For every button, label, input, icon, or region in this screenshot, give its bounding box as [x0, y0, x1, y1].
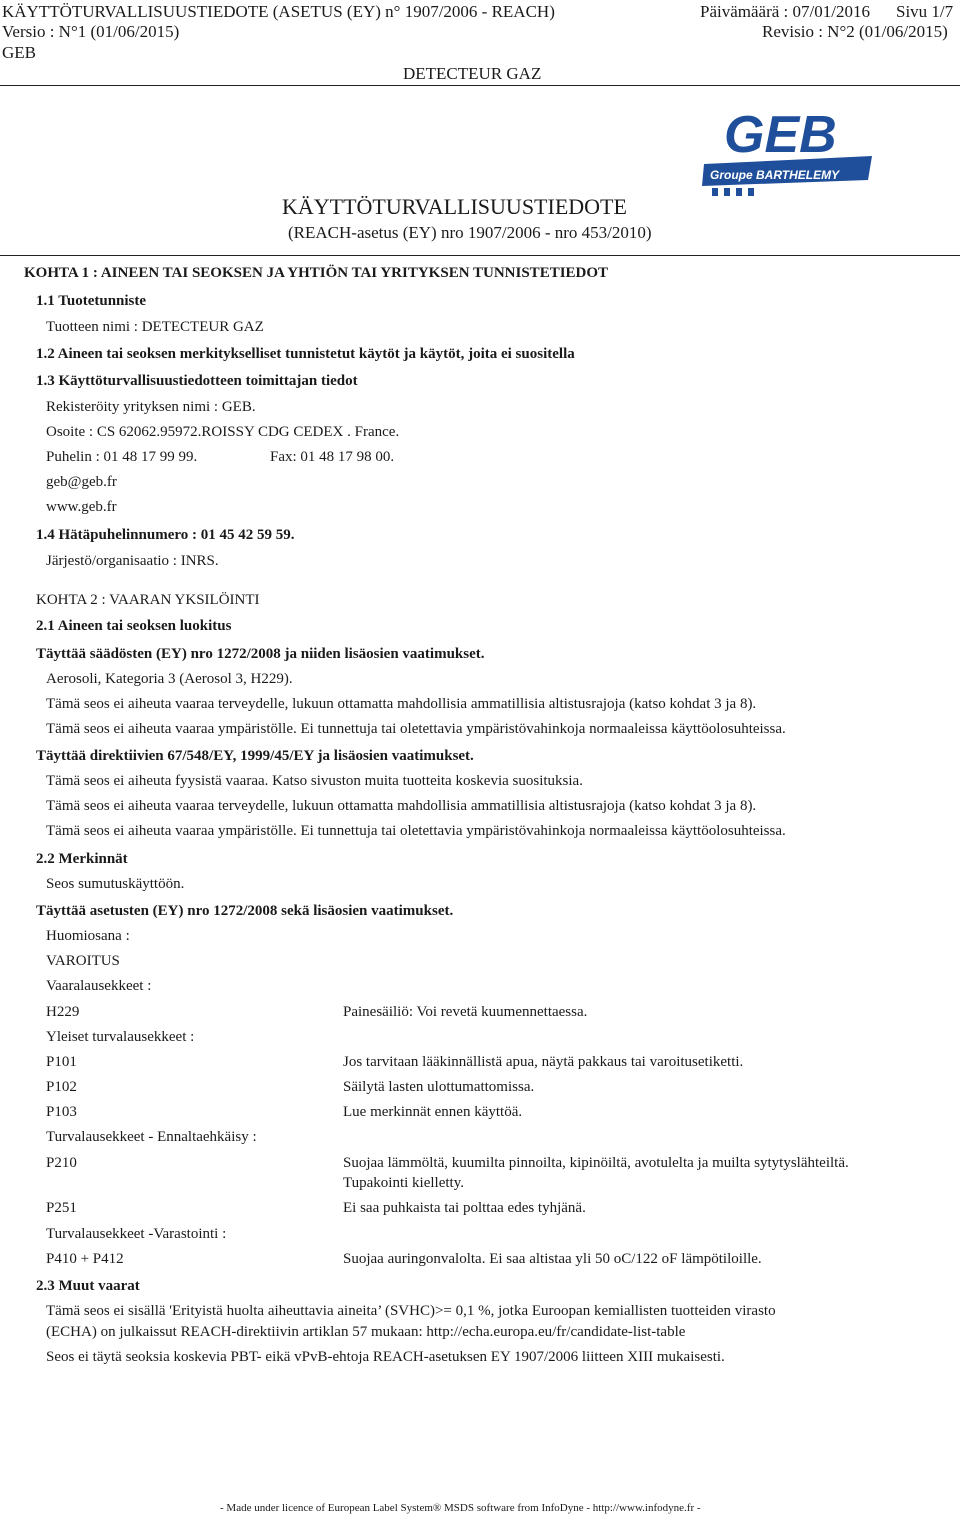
p101-text: Jos tarvitaan lääkinnällistä apua, näytä pakkaus tai varoitusetiketti.	[343, 1054, 744, 1070]
geb-logo-graphic	[702, 86, 874, 198]
s22-title: 2.2 Merkinnät	[36, 851, 128, 867]
company-address: Osoite : CS 62062.95972.ROISSY CDG CEDEX . France.	[46, 424, 400, 440]
company-fax: Fax: 01 48 17 98 00.	[270, 449, 395, 465]
env-statement-2: Tämä seos ei aiheuta vaaraa ympäristölle. Ei tunnettuja tai oletettavia ympäristövahinkoja normaaleissa käyttöolosuhteissa.	[46, 823, 786, 839]
p410-text: Suojaa auringonvalolta. Ei saa altistaa yli 50 oC/122 oF lämpötiloille.	[343, 1251, 762, 1267]
page-number: Sivu 1/7	[896, 2, 954, 21]
company-name: Rekisteröity yrityksen nimi : GEB.	[46, 399, 256, 415]
geb-logo	[702, 86, 874, 198]
section1-heading: KOHTA 1 : AINEEN TAI SEOKSEN JA YHTIÖN TAI YRITYKSEN TUNNISTETIEDOT	[24, 265, 609, 281]
p410-code: P410 + P412	[46, 1251, 124, 1267]
s14-emergency: 1.4 Hätäpuhelinnumero : 01 45 42 59 59.	[36, 527, 295, 543]
product-name-header: DETECTEUR GAZ	[403, 64, 542, 83]
doc-version: Versio : N°1 (01/06/2015)	[2, 22, 180, 41]
health-statement-1: Tämä seos ei aiheuta vaaraa terveydelle, lukuun ottamatta mahdollisia ammatillisia altistusrajoja (katso kohdat 3 ja 8).	[46, 696, 757, 712]
general-precautions-label: Yleiset turvalausekkeet :	[46, 1029, 195, 1045]
s23-title: 2.3 Muut vaarat	[36, 1278, 140, 1294]
title-rule	[0, 255, 960, 256]
s11-title: 1.1 Tuotetunniste	[36, 293, 147, 309]
doc-company: GEB	[2, 43, 36, 62]
prevention-label: Turvalausekkeet - Ennaltaehkäisy :	[46, 1129, 257, 1145]
emergency-org: Järjestö/organisaatio : INRS.	[46, 553, 219, 569]
company-email[interactable]: geb@geb.fr	[46, 474, 117, 490]
logo-band-text: Groupe BARTHELEMY	[710, 168, 840, 182]
health-statement-2: Tämä seos ei aiheuta vaaraa terveydelle, lukuun ottamatta mahdollisia ammatillisia altistusrajoja (katso kohdat 3 ja 8).	[46, 798, 757, 814]
p210-text-line1: Suojaa lämmöltä, kuumilta pinnoilta, kipinöiltä, avotulelta ja muilta sytytyslähteiltä.	[343, 1155, 849, 1171]
p103-text: Lue merkinnät ennen käyttöä.	[343, 1104, 523, 1120]
signal-word-label: Huomiosana :	[46, 928, 130, 944]
s12-title: 1.2 Aineen tai seoksen merkitykselliset tunnistetut käytöt ja käytöt, joita ei suositella	[36, 346, 575, 362]
aerosol-class: Aerosoli, Kategoria 3 (Aerosol 3, H229).	[46, 671, 293, 687]
logo-text: GEB	[724, 106, 837, 164]
svhc-line1: Tämä seos ei sisällä 'Erityistä huolta aiheuttavia aineita’ (SVHC)>= 0,1 %, jotka Euroopan kemiallisten tuotteiden virasto	[46, 1303, 776, 1319]
p251-text: Ei saa puhkaista tai polttaa edes tyhjänä.	[343, 1200, 586, 1216]
section2-heading: KOHTA 2 : VAARAN YKSILÖINTI	[36, 592, 260, 608]
company-website[interactable]: www.geb.fr	[46, 499, 117, 515]
spray-note: Seos sumutuskäyttöön.	[46, 876, 185, 892]
env-statement-1: Tämä seos ei aiheuta vaaraa ympäristölle. Ei tunnettuja tai oletettavia ympäristövahinkoja normaaleissa käyttöolosuhteissa.	[46, 721, 786, 737]
footer-text: - Made under licence of European Label System® MSDS software from InfoDyne - http://www.infodyne.fr -	[220, 1502, 701, 1514]
document-subtitle: (REACH-asetus (EY) nro 1907/2006 - nro 453/2010)	[288, 223, 652, 242]
hazard-statements-label: Vaaralausekkeet :	[46, 978, 152, 994]
p103-code: P103	[46, 1104, 77, 1120]
p102-text: Säilytä lasten ulottumattomissa.	[343, 1079, 535, 1095]
p101-code: P101	[46, 1054, 77, 1070]
h229-text: Painesäiliö: Voi revetä kuumennettaessa.	[343, 1004, 588, 1020]
h229-code: H229	[46, 1004, 80, 1020]
doc-header-title: KÄYTTÖTURVALLISUUSTIEDOTE (ASETUS (EY) n° 1907/2006 - REACH)	[2, 2, 555, 21]
reg1272-line: Täyttää säädösten (EY) nro 1272/2008 ja niiden lisäosien vaatimukset.	[36, 646, 485, 662]
signal-word: VAROITUS	[46, 953, 120, 969]
directive-line: Täyttää direktiivien 67/548/EY, 1999/45/EY ja lisäosien vaatimukset.	[36, 748, 474, 764]
s13-title: 1.3 Käyttöturvallisuustiedotteen toimittajan tiedot	[36, 373, 358, 389]
company-phone: Puhelin : 01 48 17 99 99.	[46, 449, 198, 465]
reg1272b-line: Täyttää asetusten (EY) nro 1272/2008 sekä lisäosien vaatimukset.	[36, 903, 454, 919]
p210-code: P210	[46, 1155, 77, 1171]
p251-code: P251	[46, 1200, 77, 1216]
svhc-line2: (ECHA) on julkaissut REACH-direktiivin artiklan 57 mukaan: http://echa.europa.eu/fr/candidate-list-table	[46, 1324, 686, 1340]
s21-title: 2.1 Aineen tai seoksen luokitus	[36, 618, 232, 634]
pbt-statement: Seos ei täytä seoksia koskevia PBT- eikä vPvB-ehtoja REACH-asetuksen EY 1907/2006 liitteen XIII mukaisesti.	[46, 1349, 725, 1365]
product-identifier: Tuotteen nimi : DETECTEUR GAZ	[46, 319, 264, 335]
doc-revision: Revisio : N°2 (01/06/2015)	[762, 22, 948, 41]
document-title: KÄYTTÖTURVALLISUUSTIEDOTE	[282, 194, 627, 219]
p210-text-line2: Tupakointi kielletty.	[343, 1175, 464, 1191]
storage-label: Turvalausekkeet -Varastointi :	[46, 1226, 227, 1242]
doc-date: Päivämäärä : 07/01/2016	[700, 2, 870, 21]
p102-code: P102	[46, 1079, 77, 1095]
physical-statement: Tämä seos ei aiheuta fyysistä vaaraa. Katso sivuston muita tuotteita koskevia suosituksia.	[46, 773, 583, 789]
